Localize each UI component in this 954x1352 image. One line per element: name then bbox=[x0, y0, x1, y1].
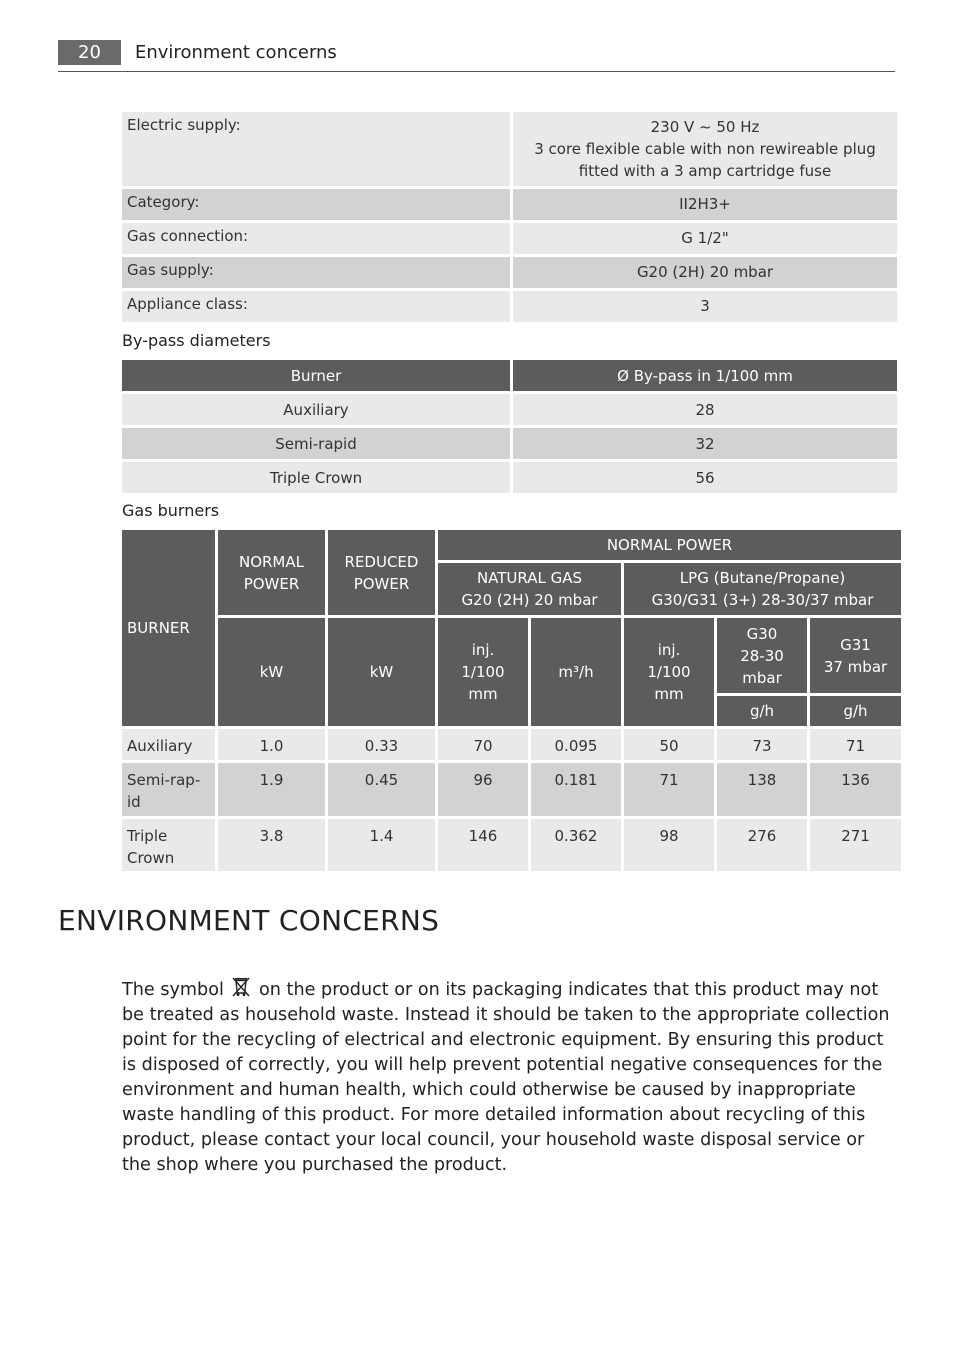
kw-header: kW bbox=[328, 618, 435, 726]
bypass-diameters-table bbox=[119, 357, 900, 496]
header-line: 28-30 bbox=[740, 646, 784, 665]
spec-value: G 1/2" bbox=[513, 223, 897, 254]
environment-paragraph bbox=[122, 976, 897, 1178]
flow-header: m³/h bbox=[531, 618, 621, 726]
crossed-out-wheelie-bin-icon bbox=[231, 976, 251, 998]
table-header-row bbox=[122, 530, 901, 560]
spec-value: G20 (2H) 20 mbar bbox=[513, 257, 897, 288]
table-row bbox=[122, 394, 897, 425]
cell-value: 0.362 bbox=[531, 819, 621, 871]
running-head: Environment concerns bbox=[135, 42, 337, 63]
bypass-caption: By-pass diameters bbox=[122, 331, 271, 350]
table-row bbox=[122, 112, 897, 186]
g31-header bbox=[810, 618, 901, 693]
page-number: 20 bbox=[58, 40, 121, 65]
natural-gas-header bbox=[438, 563, 621, 615]
cell-value: 70 bbox=[438, 729, 528, 760]
page-header bbox=[58, 40, 895, 72]
header-line: inj. bbox=[471, 641, 495, 659]
header-line: LPG (Butane/Propane) bbox=[679, 569, 846, 587]
header-line: inj. bbox=[657, 641, 681, 659]
normal-power-group-header: NORMAL POWER bbox=[438, 530, 901, 560]
name-line: Auxiliary bbox=[127, 737, 193, 755]
spec-label: Electric supply: bbox=[122, 112, 510, 186]
cell-value: 136 bbox=[810, 763, 901, 816]
section-title: ENVIRONMENT CONCERNS bbox=[58, 904, 440, 937]
spec-value: 3 bbox=[513, 291, 897, 322]
cell-value: 1.0 bbox=[218, 729, 325, 760]
header-line: 1/100 bbox=[647, 663, 691, 681]
column-header: Ø By-pass in 1/100 mm bbox=[513, 360, 897, 391]
header-line: G20 (2H) 20 mbar bbox=[461, 591, 598, 609]
cell-value: 0.095 bbox=[531, 729, 621, 760]
table-row bbox=[122, 428, 897, 459]
cell-value: 71 bbox=[624, 763, 714, 816]
table-row bbox=[122, 763, 901, 816]
name-line: Crown bbox=[127, 849, 175, 867]
reduced-power-header bbox=[328, 530, 435, 615]
header-line: POWER bbox=[243, 574, 300, 593]
header-line: POWER bbox=[353, 574, 410, 593]
cell-value: 98 bbox=[624, 819, 714, 871]
burner-name bbox=[122, 763, 215, 816]
cell-value: 271 bbox=[810, 819, 901, 871]
header-line: mm bbox=[654, 685, 684, 703]
name-line: Triple bbox=[127, 827, 168, 845]
lpg-header bbox=[624, 563, 901, 615]
cell-value: 276 bbox=[717, 819, 807, 871]
bypass-value: 28 bbox=[513, 394, 897, 425]
spec-label: Category: bbox=[122, 189, 510, 220]
table-header-row bbox=[122, 618, 901, 693]
table-header-row bbox=[122, 360, 897, 391]
gas-burners-caption: Gas burners bbox=[122, 501, 220, 520]
spec-label: Gas connection: bbox=[122, 223, 510, 254]
kw-header: kW bbox=[218, 618, 325, 726]
cell-value: 1.9 bbox=[218, 763, 325, 816]
cell-value: 138 bbox=[717, 763, 807, 816]
table-row bbox=[122, 729, 901, 760]
cell-value: 3.8 bbox=[218, 819, 325, 871]
header-line: G30 bbox=[746, 624, 778, 643]
name-line: Semi-rap- bbox=[127, 771, 201, 789]
table-row bbox=[122, 819, 901, 871]
bypass-value: 56 bbox=[513, 462, 897, 493]
cell-value: 1.4 bbox=[328, 819, 435, 871]
cell-value: 0.45 bbox=[328, 763, 435, 816]
cell-value: 0.181 bbox=[531, 763, 621, 816]
header-line: NATURAL GAS bbox=[476, 569, 583, 587]
burner-name: Auxiliary bbox=[122, 394, 510, 425]
burner-name bbox=[122, 819, 215, 871]
header-line: G30/G31 (3+) 28-30/37 mbar bbox=[651, 591, 874, 609]
table-row bbox=[122, 189, 897, 220]
cell-value: 146 bbox=[438, 819, 528, 871]
table-row bbox=[122, 291, 897, 322]
table-row bbox=[122, 462, 897, 493]
burner-column-header: BURNER bbox=[122, 530, 215, 726]
paragraph-text: on the product or on its packaging indicates that this product may not be treated as household waste. Instead it should be taken to the appropriate collection point for the recycling of electrical and electronic equipment. By ensuring this product is disposed of correctly, you will help prevent potential negative consequences for the environment and human health, which could otherwise be caused by inappropriate waste handling of this product. For more detailed information about recycling of this product, please contact your local council, your household waste disposal service or the shop where you purchased the product. bbox=[122, 980, 890, 1175]
gh-header: g/h bbox=[810, 696, 901, 726]
g30-header bbox=[717, 618, 807, 693]
spec-value bbox=[513, 112, 897, 186]
cell-value: 0.33 bbox=[328, 729, 435, 760]
cell-value: 71 bbox=[810, 729, 901, 760]
spec-value-line: 230 V ~ 50 Hz bbox=[650, 118, 760, 136]
spec-value: II2H3+ bbox=[513, 189, 897, 220]
bypass-value: 32 bbox=[513, 428, 897, 459]
cell-value: 50 bbox=[624, 729, 714, 760]
burner-name bbox=[122, 729, 215, 760]
injector-header bbox=[438, 618, 528, 726]
column-header: Burner bbox=[122, 360, 510, 391]
header-line: NORMAL bbox=[238, 552, 304, 571]
header-line: mbar bbox=[742, 668, 782, 687]
header-line: 1/100 bbox=[461, 663, 505, 681]
spec-value-line: 3 core flexible cable with non rewireable plug bbox=[534, 140, 876, 158]
normal-power-header bbox=[218, 530, 325, 615]
spec-label: Appliance class: bbox=[122, 291, 510, 322]
header-line: G31 bbox=[840, 635, 871, 654]
paragraph-text: The symbol bbox=[122, 980, 224, 1000]
header-line: REDUCED bbox=[344, 552, 419, 571]
injector-header bbox=[624, 618, 714, 726]
gas-burners-table bbox=[119, 527, 904, 874]
table-row bbox=[122, 257, 897, 288]
header-line: 37 mbar bbox=[823, 657, 888, 676]
name-line: id bbox=[127, 793, 141, 811]
spec-value-line: fitted with a 3 amp cartridge fuse bbox=[578, 162, 832, 180]
technical-data-table bbox=[119, 109, 900, 325]
burner-name: Triple Crown bbox=[122, 462, 510, 493]
gh-header: g/h bbox=[717, 696, 807, 726]
header-line: mm bbox=[468, 685, 498, 703]
burner-name: Semi-rapid bbox=[122, 428, 510, 459]
cell-value: 73 bbox=[717, 729, 807, 760]
spec-label: Gas supply: bbox=[122, 257, 510, 288]
cell-value: 96 bbox=[438, 763, 528, 816]
table-row bbox=[122, 223, 897, 254]
